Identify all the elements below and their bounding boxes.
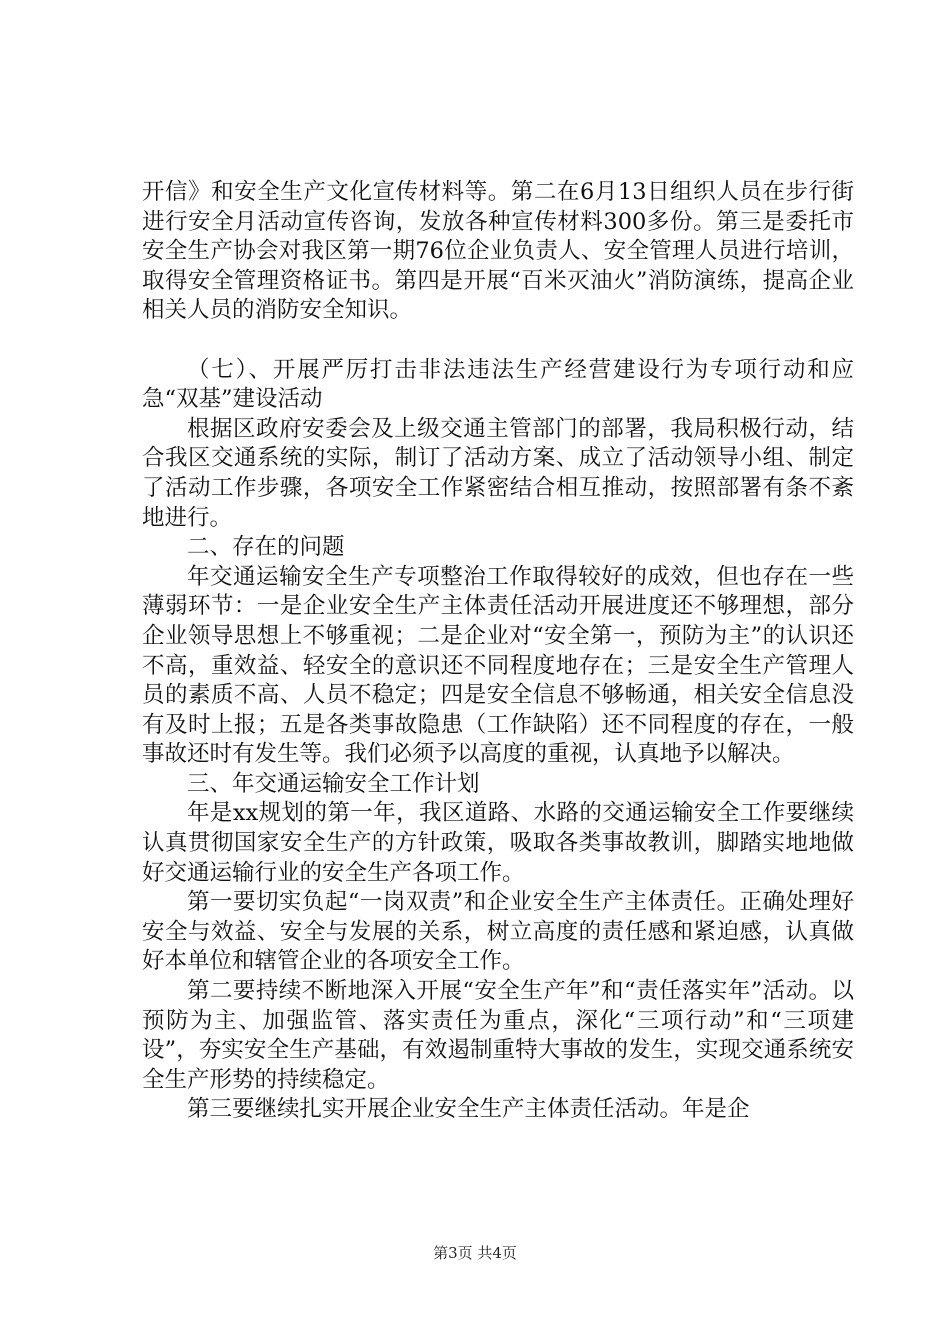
section-heading-problems: 二、存在的问题	[187, 534, 345, 561]
paragraph-work-plan-intro: 年是xx规划的第一年，我区道路、水路的交通运输安全工作要继续认真贯彻国家安全生产的方针政策，吸取各类事故教训，脚踏实地地做好交通运输行业的安全生产各项工作。	[142, 800, 854, 886]
paragraph-plan-item-2: 第二要持续不断地深入开展“安全生产年”和“责任落实年”活动。以预防为主、加强监管、落实责任为重点，深化“三项行动”和“三项建设”，夯实安全生产基础，有效遏制重特大事故的发生，实现交通系统安全生产形势的持续稳定。	[142, 978, 854, 1093]
paragraph-gap	[142, 326, 854, 356]
paragraph-problems: 年交通运输安全生产专项整治工作取得较好的成效，但也存在一些薄弱环节：一是企业安全生产主体责任活动开展进度还不够理想，部分企业领导思想上不够重视；二是企业对“安全第一，预防为主”的认识还不高，重效益、轻安全的意识还不同程度地存在；三是安全生产管理人员的素质不高、人员不稳定；四是安全信息不够畅通，相关安全信息没有及时上报；五是各类事故隐患（工作缺陷）还不同程度的存在，一般事故还时有发生等。我们必须予以高度的重视，认真地予以解决。	[142, 563, 854, 768]
paragraph-plan-item-1: 第一要切实负起“一岗双责”和企业安全生产主体责任。正确处理好安全与效益、安全与发展的关系，树立高度的责任感和紧迫感，认真做好本单位和辖管企业的各项安全工作。	[142, 889, 854, 975]
document-body	[142, 178, 854, 1125]
section-heading-work-plan: 三、年交通运输安全工作计划	[187, 770, 480, 797]
paragraph-plan-item-3: 第三要继续扎实开展企业安全生产主体责任活动。年是企	[187, 1096, 750, 1123]
paragraph-special-action: 根据区政府安委会及上级交通主管部门的部署，我局积极行动，结合我区交通系统的实际，制订了活动方案、成立了活动领导小组、制定了活动工作步骤，各项安全工作紧密结合相互推动，按照部署有条不紊地进行。	[142, 415, 854, 531]
paragraph-publicity-activities: 开信》和安全生产文化宣传材料等。第二在6月13日组织人员在步行街进行安全月活动宣传咨询，发放各种宣传材料300多份。第三是委托市安全生产协会对我区第一期76位企业负责人、安全管理人员进行培训，取得安全管理资格证书。第四是开展“百米灭油火”消防演练，提高企业相关人员的消防安全知识。	[142, 179, 854, 324]
section-heading-special-action: （七）、开展严厉打击非法违法生产经营建设行为专项行动和应急“双基”建设活动	[142, 356, 854, 413]
page-number-footer: 第3页 共4页	[433, 1244, 517, 1262]
